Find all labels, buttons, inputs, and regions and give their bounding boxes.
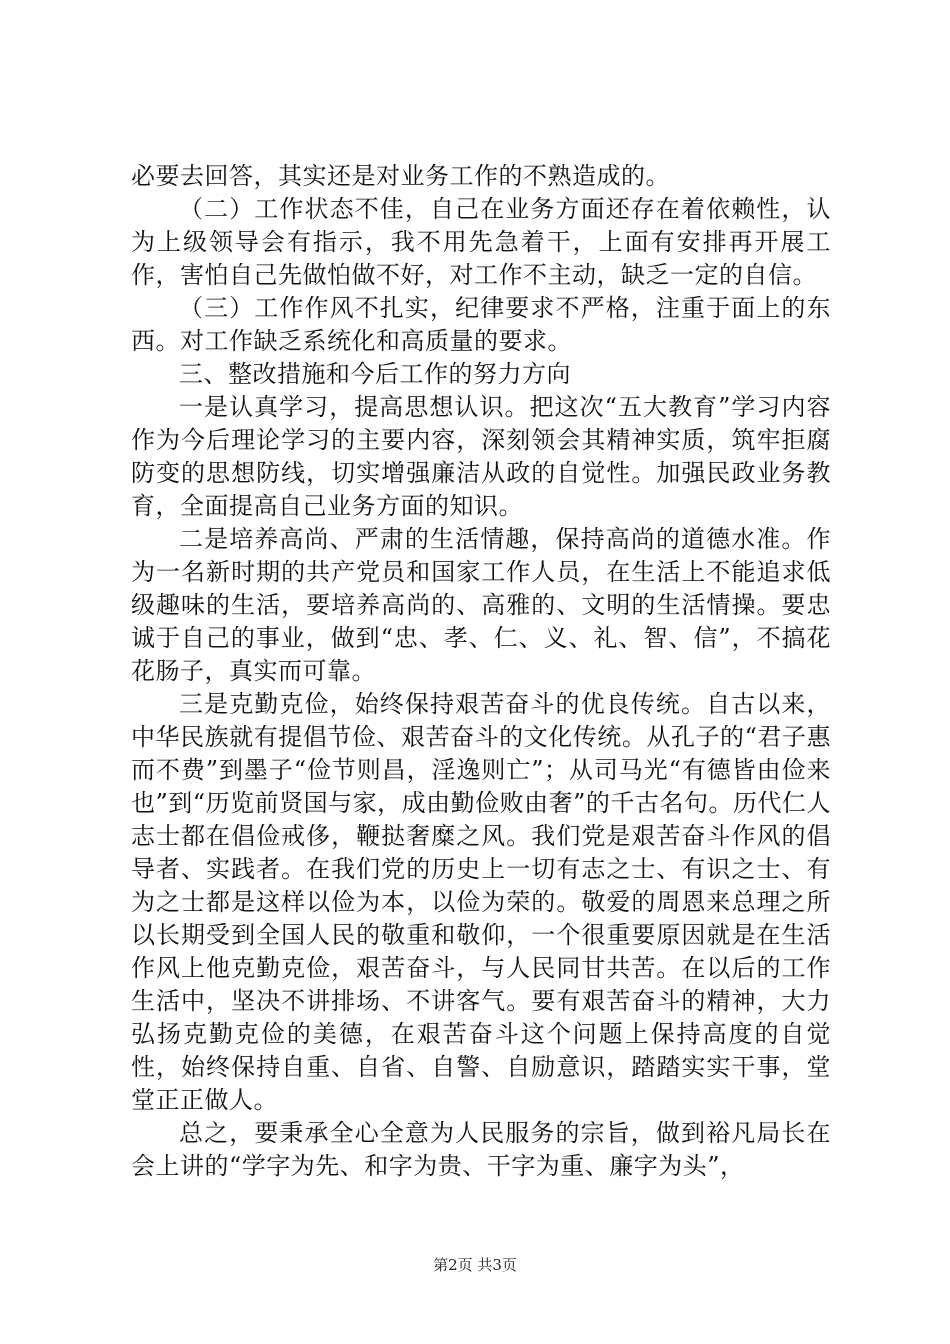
page-number-footer: 第2页 共3页 xyxy=(433,1256,517,1274)
section-heading-3: 三、整改措施和今后工作的努力方向 xyxy=(179,360,571,388)
paragraph-conclusion: 总之，要秉承全心全意为人民服务的宗旨，做到裕凡局长在会上讲的“学字为先、和字为贵、干字为重、廉字为头”， xyxy=(131,1119,831,1180)
paragraph-item-2: （二）工作状态不佳，自己在业务方面还存在着依赖性，认为上级领导会有指示，我不用先急着干，上面有安排再开展工作，害怕自己先做怕做不好，对工作不主动，缺乏一定的自信。 xyxy=(131,195,831,289)
paragraph-continuation: 必要去回答，其实还是对业务工作的不熟造成的。 xyxy=(131,162,670,190)
paragraph-measure-1: 一是认真学习，提高思想认识。把这次“五大教育”学习内容作为今后理论学习的主要内容，深刻领会其精神实质，筑牢拒腐防变的思想防线，切实增强廉洁从政的自觉性。加强民政业务教育，全面提高自己业务方面的知识。 xyxy=(131,393,831,520)
paragraph-item-3: （三）工作作风不扎实，纪律要求不严格，注重于面上的东西。对工作缺乏系统化和高质量的要求。 xyxy=(131,294,831,355)
document-body xyxy=(131,160,831,1183)
paragraph-measure-3: 三是克勤克俭，始终保持艰苦奋斗的优良传统。自古以来，中华民族就有提倡节俭、艰苦奋斗的文化传统。从孔子的“君子惠而不费”到墨子“俭节则昌，淫逸则亡”；从司马光“有德皆由俭来也”到“历览前贤国与家，成由勤俭败由奢”的千古名句。历代仁人志士都在倡俭戒侈，鞭挞奢糜之风。我们党是艰苦奋斗作风的倡导者、实践者。在我们党的历史上一切有志之士、有识之士、有为之士都是这样以俭为本，以俭为荣的。敬爱的周恩来总理之所以长期受到全国人民的敬重和敬仰，一个很重要原因就是在生活作风上他克勤克俭，艰苦奋斗，与人民同甘共苦。在以后的工作生活中，坚决不讲排场、不讲客气。要有艰苦奋斗的精神，大力弘扬克勤克俭的美德，在艰苦奋斗这个问题上保持高度的自觉性，始终保持自重、自省、自警、自励意识，踏踏实实干事，堂堂正正做人。 xyxy=(131,690,831,1114)
paragraph-measure-2: 二是培养高尚、严肃的生活情趣，保持高尚的道德水准。作为一名新时期的共产党员和国家工作人员，在生活上不能追求低级趣味的生活，要培养高尚的、高雅的、文明的生活情操。要忠诚于自己的事业，做到“忠、孝、仁、义、礼、智、信”，不搞花花肠子，真实而可靠。 xyxy=(131,525,831,685)
